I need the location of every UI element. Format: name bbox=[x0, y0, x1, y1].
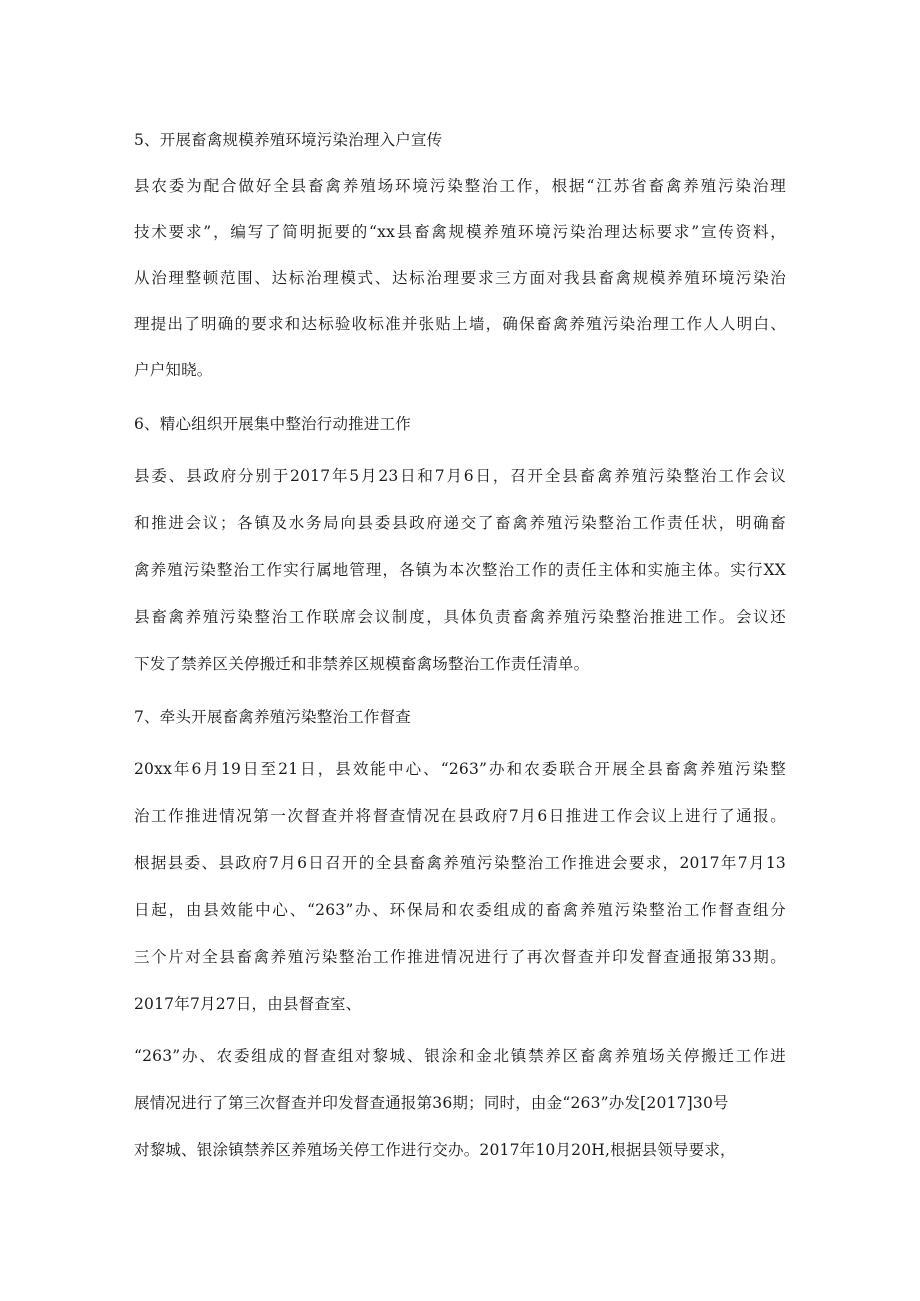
section-heading-6: 6、精心组织开展集中整治行动推进工作 bbox=[134, 415, 411, 433]
paragraph-line: 展情况进行了第三次督查并印发督查通报第36期；同时，由金“263”办发[2017]30号 bbox=[134, 1094, 729, 1112]
paragraph-line: 县委、县政府分别于2017年5月23日和7月6日，召开全县畜禽养殖污染整治工作会议 bbox=[134, 467, 786, 485]
section-heading-7: 7、牵头开展畜禽养殖污染整治工作督查 bbox=[134, 708, 411, 726]
paragraph-line: 下发了禁养区关停搬迁和非禁养区规模畜禽场整治工作责任清单。 bbox=[134, 655, 590, 673]
paragraph-line: 治工作推进情况第一次督查并将督查情况在县政府7月6日推进工作会议上进行了通报。 bbox=[134, 807, 786, 825]
paragraph-line: “263”办、农委组成的督查组对黎城、银涂和金北镇禁养区畜禽养殖场关停搬迁工作进 bbox=[134, 1047, 786, 1065]
paragraph-line: 三个片对全县畜禽养殖污染整治工作推进情况进行了再次督查并印发督查通报第33期。 bbox=[134, 948, 786, 966]
paragraph-line: 20xx年6月19日至21日，县效能中心、“263”办和农委联合开展全县畜禽养殖污染整 bbox=[134, 760, 786, 778]
section-heading-5: 5、开展畜禽规模养殖环境污染治理入户宣传 bbox=[134, 131, 443, 149]
paragraph-line: 和推进会议；各镇及水务局向县委县政府递交了畜禽养殖污染整治工作责任状，明确畜 bbox=[134, 514, 786, 532]
paragraph-line: 技术要求”，编写了简明扼要的“xx县畜禽规模养殖环境污染治理达标要求”宣传资料， bbox=[134, 223, 786, 241]
paragraph-line: 户户知晓。 bbox=[134, 361, 213, 379]
paragraph-line: 根据县委、县政府7月6日召开的全县畜禽养殖污染整治工作推进会要求，2017年7月13 bbox=[134, 854, 786, 872]
paragraph-line: 禽养殖污染整治工作实行属地管理，各镇为本次整治工作的责任主体和实施主体。实行XX bbox=[134, 561, 786, 579]
paragraph-line: 2017年7月27日，由县督查室、 bbox=[134, 995, 362, 1013]
paragraph-line: 县畜禽养殖污染整治工作联席会议制度，具体负责畜禽养殖污染整治推进工作。会议还 bbox=[134, 608, 786, 626]
paragraph-line: 理提出了明确的要求和达标验收标准并张贴上墙，确保畜禽养殖污染治理工作人人明白、 bbox=[134, 315, 786, 333]
paragraph-line: 县农委为配合做好全县畜禽养殖场环境污染整治工作，根据“江苏省畜禽养殖污染治理 bbox=[134, 177, 786, 195]
paragraph-line: 日起，由县效能中心、“263”办、环保局和农委组成的畜禽养殖污染整治工作督查组分 bbox=[134, 901, 786, 919]
paragraph-line: 对黎城、银涂镇禁养区养殖场关停工作进行交办。2017年10月20H,根据县领导要求， bbox=[134, 1141, 736, 1159]
paragraph-line: 从治理整顿范围、达标治理模式、达标治理要求三方面对我县畜禽规模养殖环境污染治 bbox=[134, 269, 786, 287]
